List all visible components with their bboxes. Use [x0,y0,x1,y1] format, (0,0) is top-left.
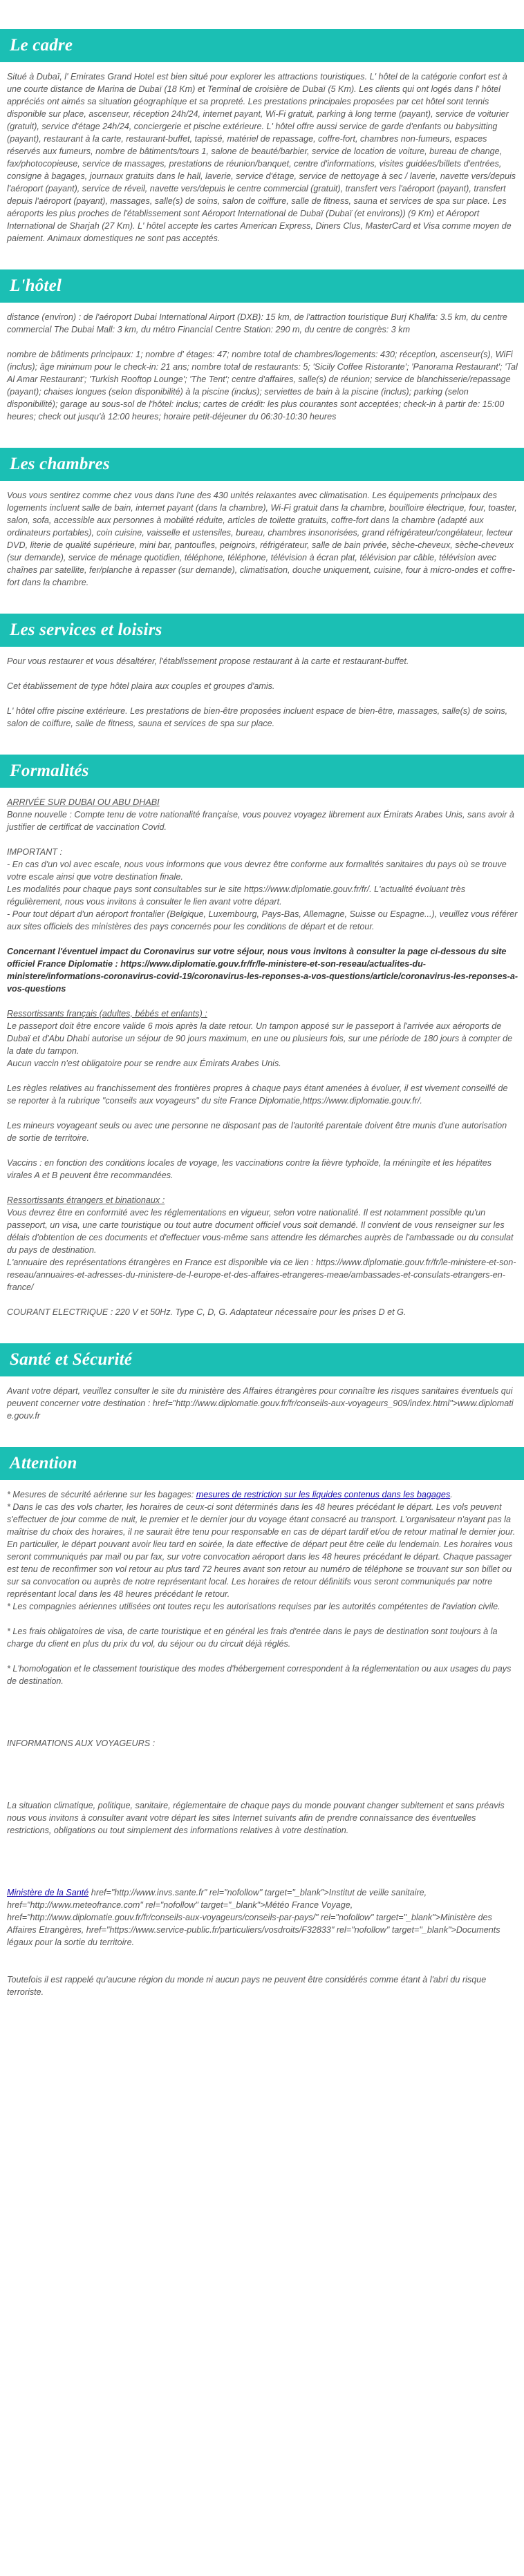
section-body-services [0,655,524,730]
chambres-description: Vous vous sentirez comme chez vous dans l'une des 430 unités relaxantes avec climatisation. Les équipements principaux des logements incluent salle de bain, internet payant (dans la chambre), Wi-Fi gratuit dans la chambre, bouilloire électrique, four, toaster, salon, sofa, accessible aux personnes à mobilité réduite, articles de toilette gratuits, coffre-fort dans la chambre (adapté aux ordinateurs portables), coin cuisine, vaisselle et ustensiles, bureau, chambres insonorisées, grand réfrigérateur/congélateur, lecteur DVD, literie de qualité supérieure, mini bar, pantoufles, peignoirs, réfrigérateur, salle de bain privée, sèche-cheveux, sèche-cheveux (sur demande), service de ménage quotidien, téléphone, téléphone, télévision à écran plat, télévision par câble, télévision avec chaînes par satellite, fer/planche à repasser (sur demande), climatisation, douche uniquement, cuisine, four à micro-ondes et coffre-fort dans la chambre. [7,491,517,587]
section-header-sante [0,1343,524,1376]
services-bien-etre: L' hôtel offre piscine extérieure. Les prestations de bien-être proposées incluent espace de bien-être, massages, salle(s) de soins, salon de coiffure, salle de fitness, sauna et services de spa sur place. [7,706,508,728]
section-attention [0,1447,524,1998]
companies-info: * Les compagnies aériennes utilisées ont toutes reçu les autorisations requises par les autorités compétentes de l'aviation civile. [7,1602,500,1611]
section-header-formalites [0,755,524,788]
section-title-hotel: L'hôtel [10,276,62,295]
electric-current: COURANT ELECTRIQUE : 220 V et 50Hz. Type C, D, G. Adaptateur nécessaire pour les prises D et G. [7,1307,406,1317]
section-sante [0,1343,524,1422]
section-cadre [0,29,524,245]
services-clientele: Cet établissement de type hôtel plaira aux couples et groupes d'amis. [7,681,275,691]
foreign-links: L'annuaire des représentations étrangères en France est disponible via ce lien : https://www.diplomatie.gouv.fr/fr/le-ministere-et-son-reseau/annuaires-et-adresses-du-ministere-de-l-europe-et-des-affaires-etrangeres-meae/ambassades-et-consulats-etrangers-en-france/ [7,1258,516,1292]
important-frontalier: - Pour tout départ d'un aéroport frontalier (Belgique, Luxembourg, Pays-Bas, Allemagne, Suisse ou Espagne...), veuillez vous référer aux sites officiels des ministères des pays concernés pour les conditions de départ et de retour. [7,909,518,931]
baggage-suffix: . [450,1490,453,1499]
vaccines-info: Vaccins : en fonction des conditions locales de voyage, les vaccinations contre la fièvre typhoïde, la méningite et les hépatites virales A et B peuvent être recommandées. [7,1158,492,1180]
section-title-sante: Santé et Sécurité [10,1350,133,1369]
section-chambres [0,448,524,589]
sante-body: Avant votre départ, veuillez consulter le site du ministère des Affaires étrangères pour connaître les risques sanitaires éventuels qui peuvent concerner votre destination : href="http://www.diplomatie.gouv.fr/fr/conseils-aux-voyageurs_909/index.html">www.diplomatie.gouv.fr [7,1386,514,1421]
terrorism-notice: Toutefois il est rappelé qu'aucune région du monde ni aucun pays ne peuvent être considérés comme étant à l'abri du risque terroriste. [7,1975,487,1997]
services-restauration: Pour vous restaurer et vous désaltérer, l'établissement propose restaurant à la carte et restaurant-buffet. [7,656,409,666]
section-header-chambres [0,448,524,481]
section-body-sante [0,1385,524,1422]
fr-passport: Le passeport doit être encore valide 6 mois après la date retour. Un tampon apposé sur le passeport à l'arrivée aux aéroports de Dubaï et d'Abu Dhabi autorise un séjour de 90 jours maximum, en une ou plusieurs fois, sur une période de 180 jours à compter de la date du tampon. [7,1021,513,1056]
section-body-attention [0,1488,524,1998]
covid-notice: Concernant l'éventuel impact du Coronavirus sur votre séjour, nous vous invitons à consulter la page ci-dessous du site officiel France Diplomatie : https://www.diplomatie.gouv.fr/fr/le-ministere-et-son-reseau/actualites-du-ministere/informations-coronavirus-covid-19/coronavirus-les-reponses-a-vos-questions/article/coronavirus-les-reponses-a-vos-questions [7,947,518,994]
minors-rules: Les mineurs voyageant seuls ou avec une personne ne disposant pas de l'autorité parentale doivent être munis d'une autorisation de sortie de territoire. [7,1121,507,1143]
visa-fees-info: * Les frais obligatoires de visa, de carte touristique et en général les frais d'entrée dans le pays de destination sont toujours à la charge du client en plus du prix du vol, du séjour ou du circuit déjà réglés. [7,1627,498,1649]
ministry-links-text: href="http://www.invs.sante.fr" rel="nofollow" target="_blank">Institut de veille sanitaire, href="http://www.meteofrance.com" rel="nofollow" target="_blank">Météo France Voyage, href="http://www.diplomatie.gouv.fr/fr/conseils-aux-voyageurs/conseils-par-pays/" rel="nofollow" target="_blank">Ministère des Affaires Etrangères, href="https://www.service-public.fr/particuliers/vosdroits/F32833" rel="nofollow" target="_blank">Documents légaux pour la sortie du territoire. [7,1888,500,1947]
important-modalites: Les modalités pour chaque pays sont consultables sur le site https://www.diplomatie.gouv.fr/fr/. L'actualité évoluant très régulièrement, nous vous invitons à consulter le lien avant votre départ. [7,884,465,907]
baggage-prefix: * Mesures de sécurité aérienne sur les bagages: [7,1490,196,1499]
section-body-cadre [0,70,524,245]
baggage-restrictions-link[interactable]: mesures de restriction sur les liquides contenus dans les bagages [196,1490,451,1499]
section-body-hotel [0,311,524,423]
section-header-cadre [0,29,524,62]
situation-2: nous vous invitons à consulter avant votre départ les sites Internet suivants afin de prendre connaissance des éventuelles restrictions, obligations ou tout simplement des informations relatives à votre destination. [7,1813,476,1835]
charter-info: * Dans le cas des vols charter, les horaires de ceux-ci sont déterminés dans les 48 heures précédant le départ. Les vols peuvent s'effectuer de jour comme de nuit, le premier et le dernier jour du voyage étant consacré au transport. L'organisateur n'ayant pas la maîtrise du choix des horaires, il ne saurait être tenu pour responsable en cas de départ tardif et/ou de retour matinal le dernier jour. En particulier, le départ pouvant avoir lieu tard en soirée, la date effective de départ peut être celle du lendemain. Les horaires vous seront communiqués par mail ou par fax, sur votre convocation aéroport dans les 48 heures précédant le départ. Chaque passager est tenu de reconfirmer son vol retour au plus tard 72 heures avant son retour au numéro de téléphone se trouvant sur son billet ou sur sa convocation ou auprès de notre représentant local. Les horaires de retour définitifs vous seront communiqués par notre représentant local dans les 48 heures précédant le retour. [7,1502,516,1599]
fr-vaccine: Aucun vaccin n'est obligatoire pour se rendre aux Émirats Arabes Unis. [7,1059,281,1068]
homologation-info: * L'homologation et le classement touristique des modes d'hébergement correspondent à la réglementation ou aux usages du pays de destination. [7,1664,512,1686]
cadre-description: Situé à Dubaï, l' Emirates Grand Hotel est bien situé pour explorer les attractions touristiques. L' hôtel de la catégorie confort est à une courte distance de Marina de Dubaï (18 Km) et Terminal de croisière de Dubaï (5 Km). Les clients qui ont logés dans l' hôtel appréciés ont aimés sa situation géographique et sa propreté. Les prestations principales proposées par cet hôtel sont tennis disponible sur place, ascenseur, réception 24h/24, internet payant, Wi-Fi gratuit, parking à long terme (payant), service de voiturier (gratuit), service d'étage 24h/24, conciergerie et piscine extérieure. L' hôtel offre aussi service de garde d'enfants ou babysitting (payant), restaurant à la carte, restaurant-buffet, tapissé, matériel de repassage, coffre-fort, chambres non-fumeurs, espaces réservés aux fumeurs, nombre de bâtiments/tours 1, salone de beauté/barbier, service de location de voiture, bureau de change, fax/photocopieuse, service de massages, prestations de réunion/banquet, centre d'informations, visites guidées/billets d'entrées, consigne à bagages, journaux gratuits dans le hall, laverie, service d'étage, service de nettoyage à sec / laverie, navette vers/depuis l'aéroport (payant), service de réveil, navette vers/depuis le centre commercial (gratuit), transfert vers l'aéroport (payant), transfert depuis l'aéroport (payant), massages, salle(s) de soins, salon de coiffure, salle de fitness, sauna et services de spa sur place. Les aéroports les plus proches de l'établissement sont Aéroport International de Dubaï (Dubaï (et environs)) (9 Km) et Aéroport International de Sharjah (27 Km). L' hôtel accepte les cartes American Express, Diners Clus, MasterCard et Visa comme moyen de paiement. Animaux domestiques ne sont pas acceptés. [7,72,516,243]
section-header-hotel [0,269,524,303]
section-title-services: Les services et loisirs [10,621,162,639]
fr-heading: Ressortissants français (adultes, bébés et enfants) : [7,1009,207,1019]
foreign-body: Vous devrez être en conformité avec les réglementations en vigueur, selon votre nationalité. Il est notamment possible qu'un passeport, un visa, une carte touristique ou tout autre document officiel vous soit demandé. Il convient de vous renseigner sur les délais d'obtention de ces documents et d'effectuer vous-même sans attendre les démarches auprès de l'ambassade ou du consulat du pays de destination. [7,1208,514,1255]
hotel-distance: distance (environ) : de l'aéroport Dubai International Airport (DXB): 15 km, de l'attraction touristique Burj Khalifa: 3.5 km, du centre commercial The Dubai Mall: 3 km, du métro Financial Centre Station: 290 m, du centre de congrès: 3 km [7,312,507,334]
section-services [0,614,524,730]
foreign-heading: Ressortissants étrangers et binationaux : [7,1195,165,1205]
section-title-cadre: Le cadre [10,36,73,55]
section-formalites [0,755,524,1318]
section-body-chambres [0,489,524,589]
section-header-attention [0,1447,524,1480]
info-voyageurs-heading: INFORMATIONS AUX VOYAGEURS : [7,1739,156,1748]
important-heading: IMPORTANT : [7,847,62,857]
situation-1: La situation climatique, politique, sanitaire, réglementaire de chaque pays du monde pouvant changer subitement et sans préavis [7,1801,505,1810]
section-header-services [0,614,524,647]
section-hotel [0,269,524,423]
frontier-rules: Les règles relatives au franchissement des frontières propres à chaque pays étant amenées à évoluer, il est vivement conseillé de se reporter à la rubrique "conseils aux voyageurs" du site France Diplomatie,https://www.diplomatie.gouv.fr/. [7,1083,508,1106]
arrivee-body: Bonne nouvelle : Compte tenu de votre nationalité française, vous pouvez voyagez librement aux Émirats Arabes Unis, sans avoir à justifier de certificat de vaccination Covid. [7,810,514,832]
important-escale: - En cas d'un vol avec escale, nous vous informons que vous devrez être conforme aux formalités sanitaires du pays où se trouve votre escale ainsi que votre destination finale. [7,860,507,882]
section-title-attention: Attention [10,1454,77,1472]
section-title-chambres: Les chambres [10,455,110,473]
arrivee-heading: ARRIVÉE SUR DUBAI OU ABU DHABI [7,797,160,807]
hotel-details: nombre de bâtiments principaux: 1; nombre d' étages: 47; nombre total de chambres/logements: 430; réception, ascenseur(s), WiFi (inclus); âge minimum pour le check-in: 21 ans; nombre total de restaurants: 5; 'Sicily Coffee Ristorante'; 'Panorama Restaurant'; 'Tal Al Amar Restaurant'; 'Turkish Rooftop Lounge'; 'The Tent'; centre d'affaires, salle(s) de réunion; service de blanchisserie/repassage (payant); chaises longues (selon disponibilité) à la piscine (inclus); serviettes de bain à la piscine (inclus); parking (selon disponibilité); garage au sous-sol de l'hôtel: inclus; cartes de crédit: les plus courantes sont acceptées; check-in à partir de: 15:00 heures; check out jusqu'à 12:00 heures; horaire petit-déjeuner du 06:30-10:30 heures [7,350,518,422]
section-body-formalites [0,796,524,1318]
ministere-sante-link[interactable]: Ministère de la Santé [7,1888,89,1897]
section-title-formalites: Formalités [10,761,89,780]
